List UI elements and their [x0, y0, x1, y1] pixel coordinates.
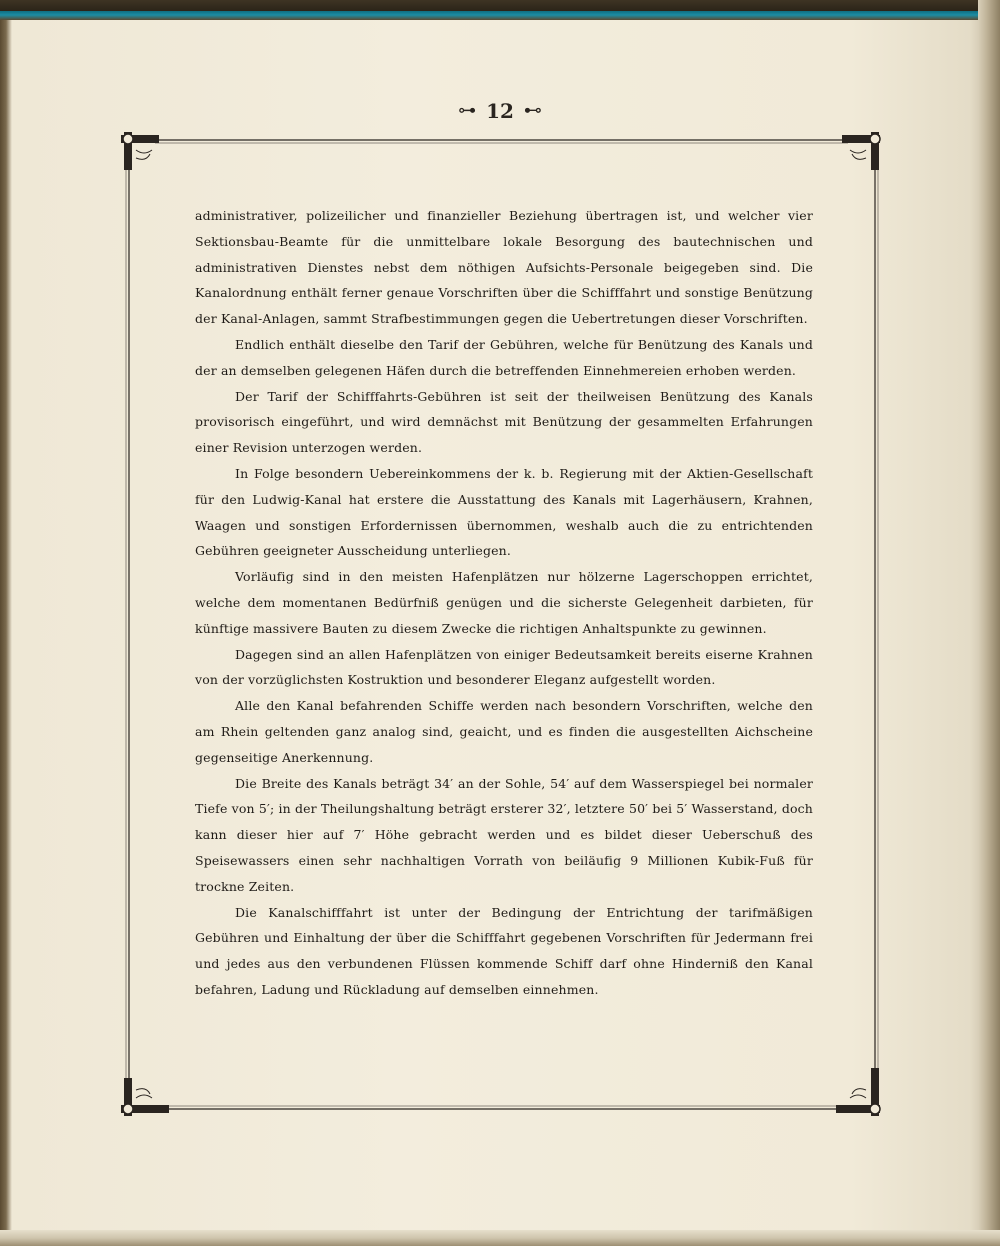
paragraph: Der Tarif der Schifffahrts-Gebühren ist seit der theilweisen Benützung des Kanals provisorisch eingeführt, und wird demnächst mit Benützung der gesammelten Erfahrungen einer Revision unterzogen werden.	[195, 388, 813, 456]
corner-ornament-top-right-icon	[842, 132, 880, 170]
flourish-right-icon: ⊷	[523, 100, 542, 121]
page-bottom-edge	[0, 1230, 1000, 1246]
paragraph: Die Breite des Kanals beträgt 34′ an der Sohle, 54′ auf dem Wasserspiegel bei normaler Tiefe von 5′; in der Theilungshaltung beträgt ersterer 32′, letztere 50′ bei 5′ Wasserstand, doch kann dieser hier auf 7′ Höhe gebracht werden und es bildet dieser Ueberschuß des Speisewassers einen sehr nachhaltigen Vorrath von beiläufig 9 Millionen Kubik-Fuß für trockne Zeiten.	[195, 775, 813, 894]
paragraph: Die Kanalschifffahrt ist unter der Bedingung der Entrichtung der tarifmäßigen Gebühren und Einhaltung der über die Schifffahrt gegebenen Vorschriften für Jedermann frei und jedes aus den verbundenen Flüssen kommende Schiff darf ohne Hinderniß den Kanal befahren, Ladung und Rückladung auf demselben einnehmen.	[195, 904, 813, 997]
page-number: 12	[486, 99, 514, 123]
paragraph: Endlich enthält dieselbe den Tarif der Gebühren, welche für Benützung des Kanals und der an demselben gelegenen Häfen durch die betreffenden Einnehmereien erhoben werden.	[195, 336, 813, 378]
page-header	[400, 96, 600, 126]
paragraph: In Folge besondern Uebereinkommens der k. b. Regierung mit der Aktien-Gesellschaft für den Ludwig-Kanal hat erstere die Ausstattung des Kanals mit Lagerhäusern, Krahnen, Waagen und sonstigen Erfordernissen übernommen, weshalb auch die zu entrichtenden Gebühren geeigneter Ausscheidung unterliegen.	[195, 465, 813, 559]
paragraph: administrativer, polizeilicher und finanzieller Beziehung übertragen ist, und welcher vier Sektionsbau-Beamte für die unmittelbare lokale Besorgung des bautechnischen und administrativen Dienstes nebst dem nöthigen Aufsichts-Personale beigegeben sind. Die Kanalordnung enthält ferner genaue Vorschriften über die Schifffahrt und sonstige Benützung der Kanal-Anlagen, sammt Strafbestimmungen gegen die Uebertretungen dieser Vorschriften.	[195, 208, 813, 327]
corner-ornament-bottom-right-icon	[836, 1068, 880, 1116]
page-edge	[978, 0, 1000, 1246]
body-text	[195, 203, 813, 1003]
corner-ornament-top-left-icon	[121, 132, 159, 170]
paragraph: Alle den Kanal befahrenden Schiffe werden nach besondern Vorschriften, welche den am Rhein geltenden ganz analog sind, geaicht, und es finden die ausgestellten Aichscheine gegenseitige Anerkennung.	[195, 698, 813, 765]
corner-ornament-bottom-left-icon	[121, 1078, 169, 1116]
flourish-left-icon: ⊶	[458, 100, 477, 121]
paragraph: Vorläufig sind in den meisten Hafenplätzen nur hölzerne Lagerschoppen errichtet, welche dem momentanen Bedürfniß genügen und die sicherste Gelegenheit darbieten, für künftige massivere Bauten zu diesem Zwecke die richtigen Anhaltspunkte zu gewinnen.	[195, 569, 813, 636]
paragraph: Dagegen sind an allen Hafenplätzen von einiger Bedeutsamkeit bereits eiserne Krahnen von der vorzüglichsten Kostruktion und besonderer Eleganz aufgestellt worden.	[195, 646, 813, 688]
binding-edge	[0, 0, 1000, 20]
